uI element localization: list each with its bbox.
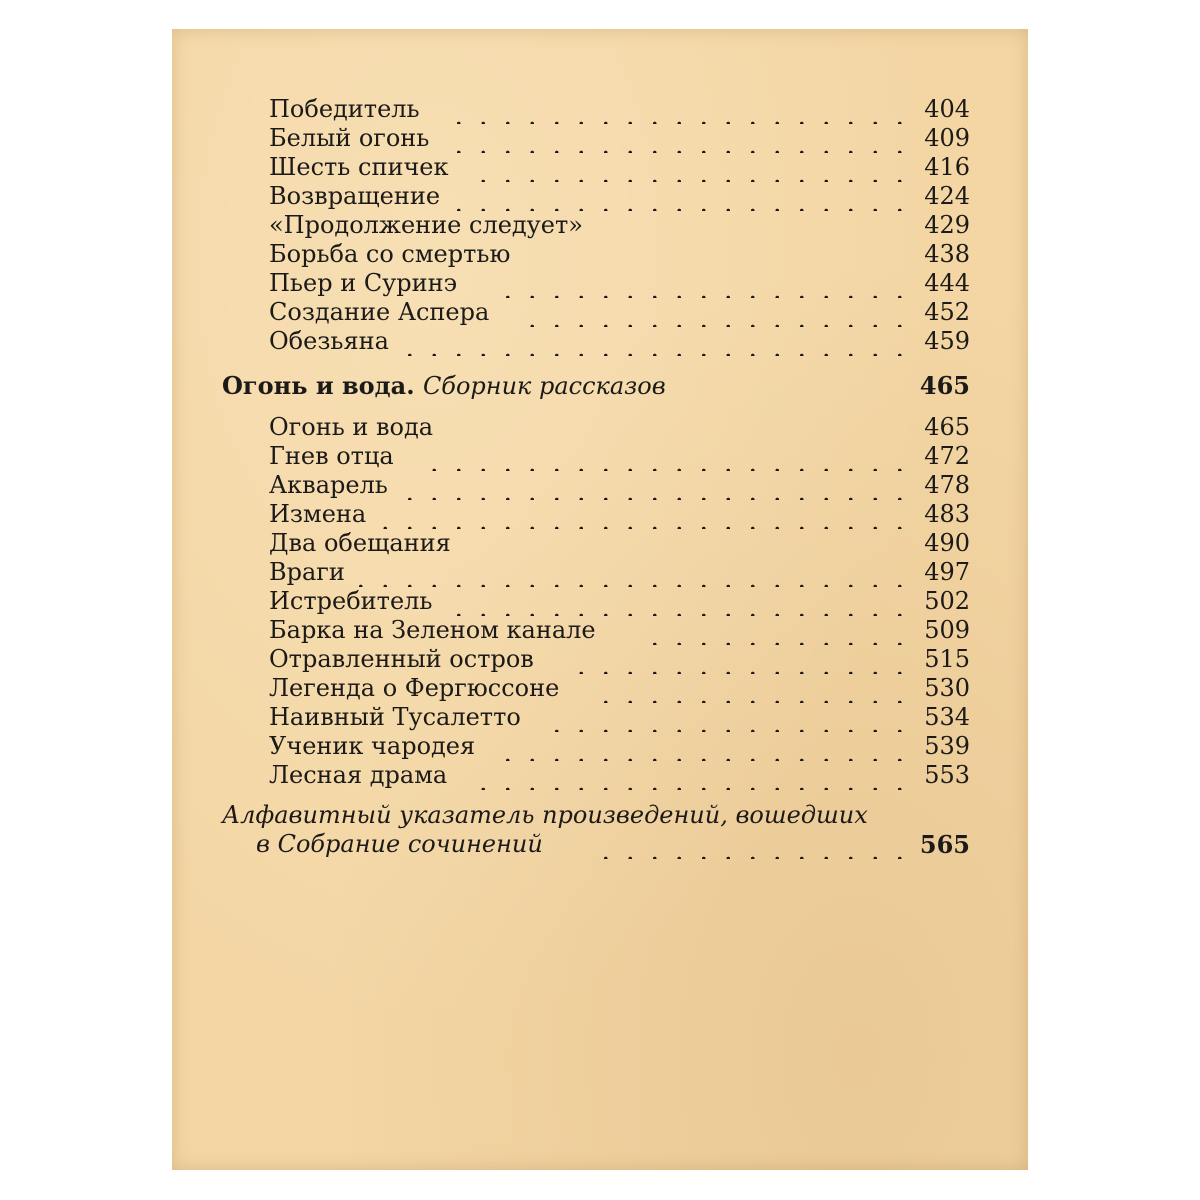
index-title-line2: в Собрание сочинений [256,830,543,858]
toc-entry-page: 452 [924,298,970,326]
toc-entry [269,558,970,587]
dot-leader [596,830,912,859]
toc-entry-title: Создание Аспера [269,298,490,326]
toc-entry [269,211,970,240]
dot-leader [453,124,912,153]
dot-leader [573,645,912,674]
toc-entry [269,298,970,327]
toc-entry-page: 483 [924,500,970,528]
toc-entry-title: Борьба со смертью [269,240,511,268]
toc-entry-title: Враги [269,558,345,586]
toc-entry-title: Отравленный остров [269,645,534,673]
toc-entry-page: 416 [924,153,970,181]
toc-entry [269,616,970,645]
toc-entry-title: Огонь и вода [269,413,434,441]
toc-entry [269,761,970,790]
toc-entry-title: Два обещания [269,529,451,557]
toc-entry-title: Лесная драма [269,761,448,789]
toc-entry [269,500,970,529]
toc-entry-page: 429 [924,211,970,239]
toc-entry-page: 497 [924,558,970,586]
book-page [172,29,1028,1170]
dot-leader [477,761,912,790]
toc-entry [269,732,970,761]
dot-leader [453,95,912,124]
toc-entry-page: 539 [924,732,970,760]
index-title-line1: Алфавитный указатель произведений, вошедших [222,801,868,829]
toc-entry-page: 444 [924,269,970,297]
toc-entry [269,124,970,153]
toc-entry [269,674,970,703]
toc-entry-page: 459 [924,327,970,355]
toc-entry-title: Легенда о Фергюссоне [269,674,560,702]
toc-entry [269,587,970,616]
toc-entry-title: Шесть спичек [269,153,449,181]
dot-leader [453,182,912,211]
dot-leader [477,153,912,182]
toc-entry-page: 465 [924,413,970,441]
toc-entry-page: 553 [924,761,970,789]
toc-entry [269,529,970,558]
toc-entry [269,645,970,674]
section-page: 465 [919,371,970,400]
toc-entry [269,442,970,471]
toc-entry-title: Наивный Тусалетто [269,703,521,731]
toc-entry [269,153,970,182]
toc-index-line2 [256,830,970,859]
toc-entry-title: Белый огонь [269,124,430,152]
dot-leader [525,298,912,327]
toc-entry [269,327,970,356]
toc-entry-page: 478 [924,471,970,499]
dot-leader [501,732,912,761]
toc-entry-page: 509 [924,616,970,644]
toc-entry-page: 409 [924,124,970,152]
section-subtitle: Сборник рассказов [422,372,666,400]
toc-entry-title: Ученик чародея [269,732,476,760]
index-page: 565 [919,830,970,859]
toc-entry-title: Пьер и Суринэ [269,269,458,297]
toc-index-line1 [222,801,970,830]
toc-entry-title: Барка на Зеленом канале [269,616,596,644]
dot-leader [597,674,912,703]
toc-entry-page: 404 [924,95,970,123]
dot-leader [357,558,912,587]
toc-entry-page: 515 [924,645,970,673]
dot-leader [645,616,912,645]
toc-entry-title: Обезьяна [269,327,389,355]
section-name: Огонь и вода. [222,371,415,400]
dot-leader [405,327,912,356]
dot-leader [453,587,912,616]
dot-leader [405,471,912,500]
toc-entry-title: Истребитель [269,587,433,615]
toc-entry [269,182,970,211]
toc-entry [269,95,970,124]
toc-entry-title: Возвращение [269,182,441,210]
toc-entry-page: 424 [924,182,970,210]
toc-entry [269,703,970,732]
dot-leader [501,269,912,298]
dot-leader [381,500,912,529]
toc-entry-page: 502 [924,587,970,615]
toc-entry-title: Победитель [269,95,420,123]
dot-leader [549,703,912,732]
section-title [222,371,666,401]
toc-section-heading [222,371,970,400]
toc-entry [269,240,970,269]
toc-entry [269,269,970,298]
toc-entry-title: «Продолжение следует» [269,211,583,239]
toc-entry [269,471,970,500]
toc-entry [269,413,970,442]
toc-entry-page: 534 [924,703,970,731]
toc-entry-title: Гнев отца [269,442,394,470]
toc-entry-page: 530 [924,674,970,702]
toc-entry-title: Измена [269,500,367,528]
toc-entry-title: Акварель [269,471,388,499]
toc-entry-page: 490 [924,529,970,557]
toc-entry-page: 438 [924,240,970,268]
toc-entry-page: 472 [924,442,970,470]
dot-leader [429,442,912,471]
